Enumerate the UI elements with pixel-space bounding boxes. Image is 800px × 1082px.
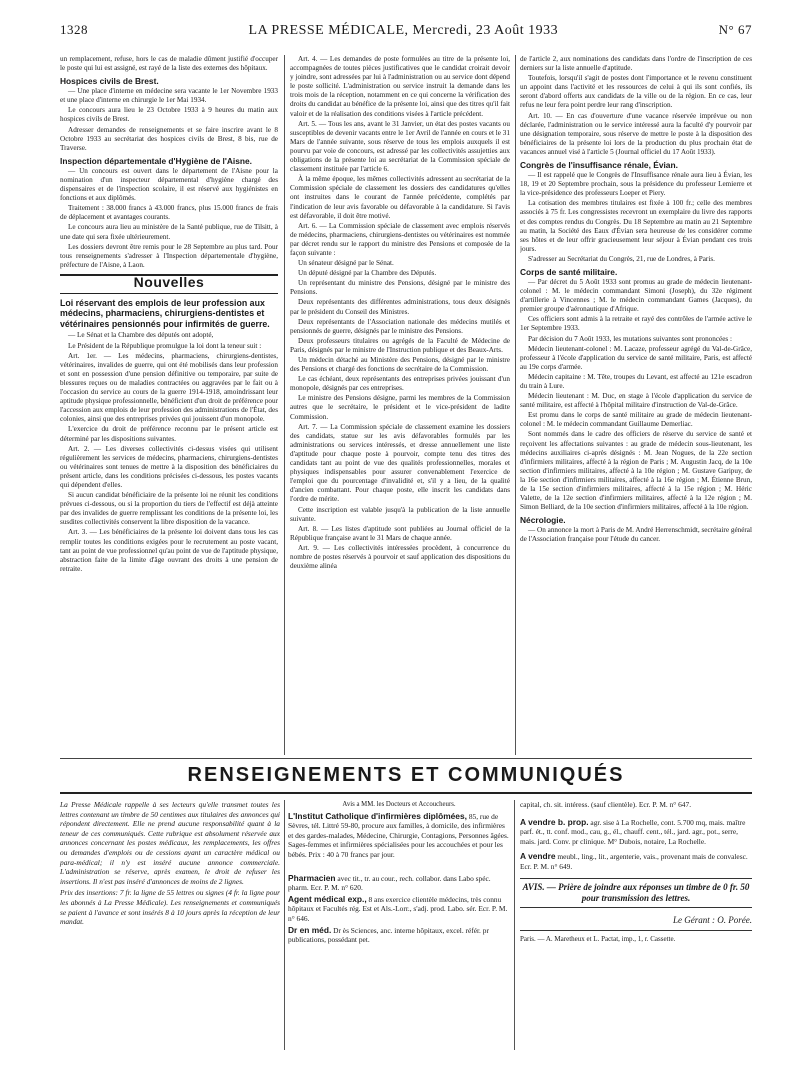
notice-text: La Presse Médicale rappelle à ses lecteurs qu'elle transmet toutes les lettres contenant un timbre de 50 centimes aux titulaires des annonces qui répondent directement. Elle ne prend aucune responsabilité quant à la teneur de ces communiqués. Cette rubrique est absolument réservée aux annonces concernant les postes médicaux, les remplacements, les offres ou demandes d'emplois ou de cessions ayant un caractère médical ou para-médical; il n'y est inséré aucune annonce commerciale. L'administration se réserve, après examen, le droit de refuser les insertions. Il n'est pas inséré d'annonces de moins de 2 lignes.: [60, 800, 280, 886]
paragraph: — Par décret du 5 Août 1933 sont promus au grade de médecin lieutenant-colonel : M. le médecin commandant Simoni (Joseph), du 32e régiment d'artillerie à Vincennes ; M. le médecin commandant Games (Jacques), du premier groupe d'aéronautique d'Afrique.: [520, 277, 752, 314]
paragraph: Par décision du 7 Août 1933, les mutations suivantes sont prononcées :: [528, 334, 733, 343]
list-item: Un sénateur désigné par le Sénat.: [298, 259, 394, 268]
ads-column-2: [288, 800, 510, 947]
paragraph: Médecin lieutenant : M. Duc, en stage à l'école d'application du service de santé militaire, est affecté à l'hôpital militaire d'instruction de Val-de-Grâce.: [520, 392, 752, 410]
paragraph: Adresser demandes de renseignements et se faire inscrire avant le 8 Octobre 1933 au secrétariat des hospices civils de Brest, 8 bis, rue de Traverse.: [60, 125, 278, 152]
heading-aisne: Inspection départementale d'Hygiène de l'Aisne.: [60, 155, 253, 166]
list-item: Un représentant du ministre des Pensions, désigné par le ministre des Pensions.: [290, 279, 510, 297]
column-2: [290, 55, 510, 803]
paragraph: Art. 5. — Tous les ans, avant le 31 Janvier, un état des postes vacants ou susceptibles de devenir vacants entre le 1er Avril de l'année en cours et le 31 Mars de l'année suivante, sous réserve de tous les emplois auxquels il est pourvu par voie de concours, est adressé par les collectivités assujetties aux obligations de la présente loi au secrétariat de la Commission spéciale de classement instituée par l'article 6.: [290, 119, 510, 174]
column-3: [520, 55, 752, 803]
paragraph: — Il est rappelé que le Congrès de l'Insuffisance rénale aura lieu à Évian, les 18, 19 et 20 Septembre prochain, sous la présidence du professeur Lemierre et la vice-présidence des professeurs Loeper et Piery.: [520, 171, 752, 198]
heading-evian: Congrès de l'insuffisance rénale, Évian.: [520, 160, 678, 171]
paragraph: Toutefois, lorsqu'il s'agit de postes dont l'importance et le revenu constituent un appoint dans l'activité et les ressources de celui à qui ils sont confiés, ils seront d'abord offerts aux candidats de la ville ou de la région. En ce cas, leur refus ne leur fera point perdre leur rang d'inscription.: [520, 74, 752, 110]
issue-number: N° 67: [718, 22, 752, 37]
paragraph: Médecin lieutenant-colonel : M. Lacaze, professeur agrégé du Val-de-Grâce, professeur à l'école d'application du service de santé militaire, Paris, est affecté au 19e corps d'armée.: [520, 344, 752, 371]
paragraph: Le concours aura lieu le 23 Octobre 1933 à 9 heures du matin aux hospices civils de Brest.: [60, 106, 278, 124]
ad-title: A vendre: [520, 851, 556, 862]
list-item: Deux représentants des différentes administrations, tous deux désignés par le président du Conseil des Ministres.: [290, 298, 510, 316]
ad-text: agr. sise à La Rochelle, cont. 5.700 mq, mais. maître parf. ét., tt. conf. mod., cau, g., él., chauff. cent., tél., jard. agr., pot., serre, mais. jard. Conv. pr clinique. M° Dubois, notaire, La Rochelle.: [520, 817, 746, 846]
paragraph: Art. 8. — Les listes d'aptitude sont publiées au Journal officiel de la République française avant le 31 Mars de chaque année.: [290, 524, 510, 542]
list-item: Deux professeurs titulaires ou agrégés de la Faculté de Médecine de Paris, désignés par le ministre de l'Instruction publique et des Beaux-Arts.: [290, 336, 510, 354]
list-item: Le ministre des Pensions désigne, parmi les membres de la Commission autres que le secrétaire, le président et le vice-président de ladite Commission.: [290, 394, 510, 421]
paragraph: Art. 2. — Les diverses collectivités ci-dessus visées qui utilisent régulièrement les services de médecins, pharmaciens, chirurgiens-dentistes ou vétérinaires sont tenues de mettre à la disposition des bénéficiaires du présent article, dans les conditions précisées ci-dessous, les postes vacants qui dépendent d'elles.: [60, 444, 278, 489]
paragraph: Sont nommés dans le cadre des officiers de réserve du service de santé et reçoivent les affectations suivantes : au grade de médecin sous-lieutenant, les médecins auxiliaires ci-après désignés : M. Jean Nogues, de la 22e section d'infirmiers militaires, affecté à la région de Paris ; M. Augustin Jacq, de la 10e section d'infirmiers militaires, affecté à la 10e région ; M. Gustave Garipuy, de la 16e section d'infirmiers militaires, affecté à la 16e région ; M. Étienne Brun, de la 15e section d'infirmiers militaires, affecté à la 15e région ; M. Héric Valette, de la 12e section d'infirmiers militaires, affecté à la 12e région ; M. Simon Belliard, de la 10e section d'infirmiers militaires, affecté à la 10e région.: [520, 430, 752, 512]
paragraph: Est promu dans le corps de santé militaire au grade de médecin lieutenant-colonel : M. le médecin commandant Guillaume Demerliac.: [520, 411, 752, 429]
list-item: Un député désigné par la Chambre des Députés.: [298, 269, 437, 278]
paragraph: Art. 10. — En cas d'ouverture d'une vacance réservée imprévue ou non déclarée, l'administration ou le service intéressé aura la faculté d'y pourvoir par une désignation temporaire, sous réserve de mettre le poste à la disposition des bénéficiaires de la présente loi lors de la production du plus prochain état de vacances annuel visé à l'article 5 (Journal officiel du 17 Août 1933).: [520, 111, 752, 156]
list-item: Deux représentants de l'Association nationale des médecins mutilés et pensionnés de guerre, désignés par le ministre des Pensions.: [290, 317, 510, 335]
gerant-signature: Le Gérant : O. Porée.: [520, 916, 752, 932]
renseignements-title: RENSEIGNEMENTS ET COMMUNIQUÉS: [187, 764, 625, 786]
prices-text: Prix des insertions: 7 fr. la ligne de 55 lettres ou signes (4 fr. la ligne pour les abonnés à La Presse Médicale). Les renseignements et communiqués se paient à l'avance et sont insérés 8 à 10 jours après la réception de leur mandat.: [60, 888, 280, 927]
ad-text: capital, ch. sit. intéress. (sauf clientèle). Ecr. P. M. n° 647.: [520, 800, 692, 809]
paragraph: Art. 1er. — Les médecins, pharmaciens, chirurgiens-dentistes, vétérinaires, invalides de guerre, qui ont été mobilisés dans leur profession et sont en possession d'une pension définitive ou temporaire, par suite de blessures reçues ou de maladies contractées ou aggravées par le fait ou à l'occasion du service au cours de la guerre 1914-1918, amoindrissant leur aptitude physique professionnelle, bénéficient d'un droit de préférence pour l'accession aux emplois de leur profession des administrations de l'État, des colonies, ainsi que des entreprises privées qui jouissent d'un monopole.: [60, 351, 278, 424]
paragraph: Art. 3. — Les bénéficiaires de la présente loi doivent dans tous les cas remplir toutes les conditions exigées pour le recrutement au poste vacant, tant au point de vue professionnel qu'au point de vue de l'aptitude physique, abstraction faite de la limite d'âge ouvrant des droits à une pension de retraite.: [60, 528, 278, 573]
paragraph: — Une place d'interne en médecine sera vacante le 1er Novembre 1933 et une place d'interne en chirurgie le 1er Mai 1934.: [60, 87, 278, 105]
ad-title: Dr en méd.: [288, 924, 332, 935]
paragraph: Ces officiers sont admis à la retraite et rayé des contrôles de l'armée active le 1er Septembre 1933.: [520, 315, 752, 333]
paragraph: — Le Sénat et la Chambre des députés ont adopté,: [68, 331, 214, 340]
avis-heading: Avis a MM. les Docteurs et Accoucheurs.: [342, 801, 456, 808]
heading-loi: Loi réservant des emplois de leur profession aux médecins, pharmaciens, chirurgiens-dentistes et vétérinaires pensionnés pour infirmités de guerre.: [60, 297, 270, 329]
paragraph: Si aucun candidat bénéficiaire de la présente loi ne réunit les conditions prévues ci-dessous, ou si la proportion du tiers de l'effectif est déjà atteinte par des invalides de guerre remplissant les conditions de la présente loi, les susdites collectivités conservent la libre disposition de la vacance.: [60, 491, 278, 527]
ad-text: 8 ans exercice clientèle médecins, très connu hôpitaux et Facultés rég. Est et Als.-Lorr., s'adj. prod. Labo. sér. Ecr. P. M. n° 646.: [288, 894, 508, 923]
paragraph: La cotisation des membres titulaires est fixée à 100 fr.; celle des membres associés à 75 fr. Les congressistes recevront un exemplaire du livre des rapports et des comptes rendus du Congrès. Du 18 Septembre au matin au 21 Septembre au matin, la Société des Eaux d'Évian sera heureuse de les considérer comme ses hôtes et de leur offrir gracieusement leur séjour à Évian pendant ces trois jours.: [520, 199, 752, 253]
list-item: Un médecin détaché au Ministère des Pensions, désigné par le ministre des Pensions et chargé des fonctions de secrétaire de la Commission.: [290, 356, 510, 374]
paragraph: Art. 4. — Les demandes de poste formulées au titre de la présente loi, accompagnées de toutes pièces justificatives que le candidat croirait devoir y joindre, sont adressées par lui à l'administration ou au service dont dépend le poste sollicité. L'administration ou service instruit la demande dans les trois mois de la réception, notamment en ce qui concerne la vérification des droits du candidat au bénéfice de la présente loi, ainsi que des titres qu'il fait valoir et de la réalisation des conditions visées à l'article précédent.: [290, 55, 510, 118]
paragraph: Cette inscription est valable jusqu'à la publication de la liste annuelle suivante.: [290, 505, 510, 523]
heading-necrologie: Nécrologie.: [520, 515, 566, 526]
notice-block: [60, 800, 280, 929]
paragraph: Médecin capitaine : M. Tête, troupes du Levant, est affecté au 121e escadron du train à Lure.: [520, 372, 752, 390]
page-number: 1328: [60, 22, 88, 37]
paragraph: Le concours aura lieu au ministère de la Santé publique, rue de Tilsitt, à une date qui sera fixée ultérieurement.: [60, 223, 278, 241]
ad-title: L'Institut Catholique d'infirmières diplômées,: [288, 810, 467, 821]
column-divider: [284, 800, 285, 1050]
ad-title: A vendre b. prop.: [520, 816, 589, 827]
column-divider: [284, 55, 285, 755]
ad-text: avec tit., tr. au cour., rech. collabor. dans Labo spéc. pharm. Ecr. P. M. n° 620.: [288, 873, 491, 893]
ad-title: Pharmacien: [288, 872, 336, 883]
column-1: [60, 55, 278, 803]
paragraph: Les dossiers devront être remis pour le 28 Septembre au plus tard. Pour tous renseignements s'adresser à l'Inspection départementale d'hygiène, préfecture de l'Aisne, à Laon.: [60, 242, 278, 269]
paragraph: de l'article 2, aux nominations des candidats dans l'ordre de l'inscription de ces derniers sur la liste annuelle d'aptitude.: [520, 55, 752, 73]
ads-column-3: [520, 800, 752, 945]
section-divider: [60, 758, 752, 759]
heading-brest: Hospices civils de Brest.: [60, 76, 159, 87]
paragraph: Art. 9. — Les collectivités intéressées procèdent, à concurrence du nombre de postes réservés à pourvoir et sauf application des dispositions du deuxième alinéa: [290, 543, 510, 571]
paragraph: un remplacement, refuse, hors le cas de maladie dûment justifié d'occuper le poste qui lui est assigné, est rayé de la liste des externes des hôpitaux.: [60, 55, 278, 73]
list-item: Le cas échéant, deux représentants des entreprises privées jouissant d'un monopole, désignés par ces entreprises.: [290, 375, 510, 393]
page-header: [60, 22, 752, 44]
paragraph: À la même époque, les mêmes collectivités adressent au secrétariat de la Commission spéciale de classement les dossiers des candidatures qu'elles ont instruites dans le courant de l'année précédente, complétés par l'indication de leur avis favorable ou défavorable à la candidature. Si l'avis est défavorable, il doit être motivé.: [290, 175, 510, 220]
column-divider: [514, 800, 515, 1050]
paragraph: Traitement : 38.000 francs à 43.000 francs, plus 15.000 francs de frais de déplacement et avantages courants.: [60, 204, 278, 222]
paragraph: Art. 7. — La Commission spéciale de classement examine les dossiers des candidats, statue sur les avis défavorables formulés par les administrations ou services intéressés, et dresse annuellement une liste d'aptitude pour chaque poste à pourvoir, compte tenu des titres des candidats tant au point de vue des qualités professionnelles, morales et physiques indispensables pour assurer convenablement l'exercice de l'emploi que du pourcentage d'invalidité et, s'il y a lieu, de la qualité d'ancien combattant. Pour chaque poste, elle inscrit les candidats dans l'ordre de mérite.: [290, 422, 510, 504]
paragraph: Art. 6. — La Commission spéciale de classement avec emplois réservés de médecins, pharmaciens, chirurgiens-dentistes ou vétérinaires est nommée par décret rendu sur le rapport du ministre des Pensions et composée de la façon suivante :: [290, 221, 510, 257]
ad-title: Agent médical exp.,: [288, 893, 367, 904]
heading-corps-sante: Corps de santé militaire.: [520, 266, 618, 277]
nouvelles-banner: [60, 274, 278, 294]
paragraph: — On annonce la mort à Paris de M. André Herrenschmidt, secrétaire général de l'Association française pour l'étude du cancer.: [520, 526, 752, 544]
paragraph: Le Président de la République promulgue la loi dont la teneur suit :: [68, 341, 262, 350]
avis-box: AVIS. — Prière de joindre aux réponses un timbre de 0 fr. 50 pour transmission des lettres.: [520, 878, 752, 908]
ad-text: Dr ès Sciences, anc. interne hôpitaux, excel. référ. pr publications, possédant pet.: [288, 925, 489, 945]
paragraph: L'exercice du droit de préférence reconnu par le présent article est déterminé par les dispositions suivantes.: [60, 425, 278, 443]
column-divider: [515, 55, 516, 755]
paragraph: — Un concours est ouvert dans le département de l'Aisne pour la nomination d'un inspecteur départemental d'hygiène chargé des dispensaires et de l'inspection scolaire, il est réservé aux hygiénistes en fonctions et aux diplômés.: [60, 166, 278, 203]
ad-text: 85, rue de Sèvres, tél. Littré 59-80, procure aux familles, à domicile, des infirmières et des gardes-malades, Médecine, Chirurgie, Contagions, Personnes âgées. Sages-femmes et infirmières spécialisées pour les accouchées et pour les bébés. Prix : 40 à 70 francs par jour.: [288, 811, 509, 859]
paragraph: S'adresser au Secrétariat du Congrès, 21, rue de Londres, à Paris.: [528, 254, 715, 263]
printer-imprint: Paris. — A. Maretheux et L. Pactat, imp., 1, r. Cassette.: [520, 935, 676, 944]
publication-title: LA PRESSE MÉDICALE, Mercredi, 23 Août 1933: [248, 23, 559, 38]
section-divider: [60, 792, 752, 794]
ad-text: meubl., ling., lit., argenterie, vais., provenant mais de convalesc. Ecr. P. M. n° 649.: [520, 852, 748, 871]
nouvelles-title: Nouvelles: [133, 273, 205, 290]
